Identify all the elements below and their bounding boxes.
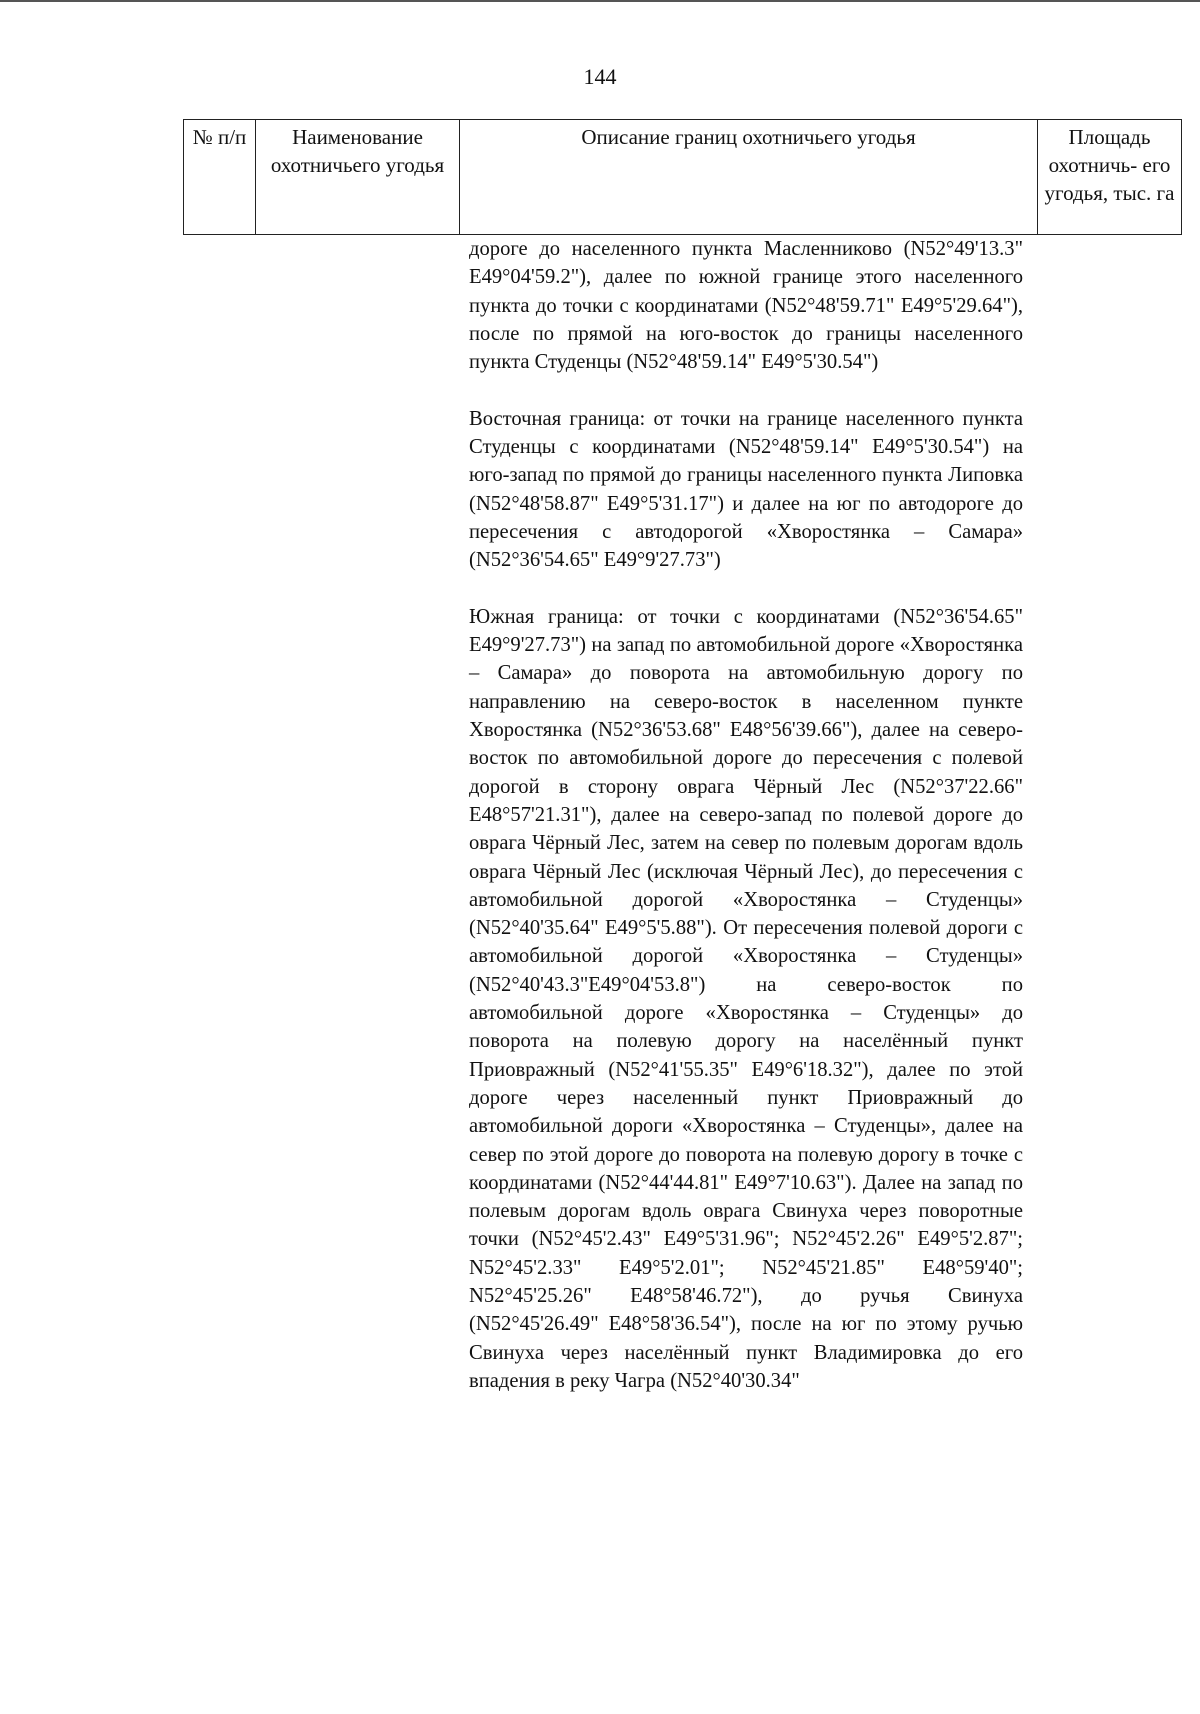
- header-row: [184, 120, 1182, 235]
- boundary-description: [469, 235, 1023, 1395]
- scan-edge: [0, 0, 1200, 2]
- header-area: Площадь охотничь- его угодья, тыс. га: [1038, 120, 1182, 235]
- header-name: Наименование охотничьего угодья: [256, 120, 460, 235]
- paragraph-east-boundary: Восточная граница: от точки на границе населенного пункта Студенцы с координатами (N52°48'59.14" E49°5'30.54") на юго-запад по прямой до границы населенного пункта Липовка (N52°48'58.87" E49°5'31.17") и далее на юг по автодороге до пересечения с автодорогой «Хворостянка – Самара» (N52°36'54.65" E49°9'27.73"): [469, 407, 1023, 572]
- header-table: [183, 119, 1182, 235]
- header-description: Описание границ охотничьего угодья: [460, 120, 1038, 235]
- paragraph-south-boundary: Южная граница: от точки с координатами (N52°36'54.65" E49°9'27.73") на запад по автомобильной дороге «Хворостянка – Самара» до поворота на автомобильную дорогу по направлению на северо-восток в населенном пункте Хворостянка (N52°36'53.68" E48°56'39.66"), далее на северо-восток по автомобильной дороге до пересечения с полевой дорогой в сторону оврага Чёрный Лес (N52°37'22.66" E48°57'21.31"), далее на северо-запад по полевой дороге до оврага Чёрный Лес, затем на север по полевым дорогам вдоль оврага Чёрный Лес (исключая Чёрный Лес), до пересечения с автомобильной дорогой «Хворостянка – Студенцы» (N52°40'35.64" E49°5'5.88"). От пересечения полевой дороги с автомобильной дорогой «Хворостянка – Студенцы» (N52°40'43.3"E49°04'53.8") на северо-восток по автомобильной дороге «Хворостянка – Студенцы» до поворота на полевую дорогу на населённый пункт Приовражный (N52°41'55.35" E49°6'18.32"), далее по этой дороге через населенный пункт Приовражный до автомобильной дороги «Хворостянка – Студенцы», далее на север по этой дороге до поворота на полевую дорогу в точке с координатами (N52°44'44.81" E49°7'10.63"). Далее на запад по полевым дорогам вдоль оврага Свинуха через поворотные точки (N52°45'2.43" E49°5'31.96"; N52°45'2.26" E49°5'2.87"; N52°45'2.33" E49°5'2.01"; N52°45'21.85" E48°59'40"; N52°45'25.26" E48°58'46.72"), до ручья Свинуха (N52°45'26.49" E48°58'36.54"), после на юг по этому ручью Свинуха через населённый пункт Владимировка до его впадения в реку Чагра (N52°40'30.34": [469, 605, 1023, 1392]
- page-number: 144: [583, 64, 617, 89]
- header-number: № п/п: [184, 120, 256, 235]
- paragraph-north-continuation: дороге до населенного пункта Масленниково (N52°49'13.3" E49°04'59.2"), далее по южной границе этого населенного пункта до точки с координатами (N52°48'59.71" E49°5'29.64"), после по прямой на юго-восток до границы населенного пункта Студенцы (N52°48'59.14" E49°5'30.54"): [469, 238, 1023, 374]
